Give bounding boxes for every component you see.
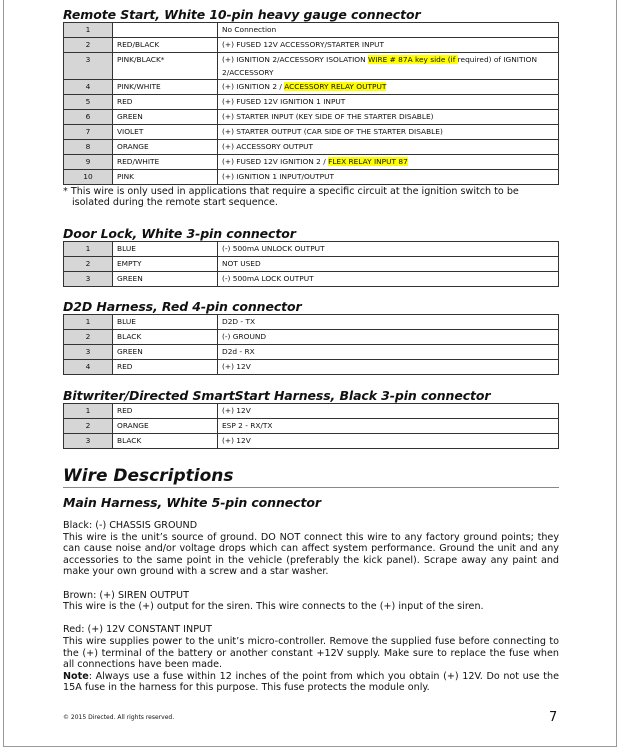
remote-start-section — [63, 8, 559, 208]
red-wire-text: This wire supplies power to the unit’s micro-controller. Remove the supplied fuse before connecting to the (+) terminal of the battery or another constant +12V supply. Make sure to replace the fuse when all connections have been made. — [63, 635, 559, 671]
wire-function — [218, 95, 559, 110]
brown-wire-heading: Brown: (+) SIREN OUTPUT — [63, 589, 189, 601]
table-row — [64, 53, 559, 80]
pin-number: 6 — [64, 110, 113, 125]
wire-function — [218, 155, 559, 170]
highlighted-text: ACCESSORY RELAY OUTPUT — [284, 82, 387, 91]
pin-number: 2 — [64, 330, 113, 345]
pinout-table — [63, 22, 559, 185]
table-row — [64, 419, 559, 434]
function-text: (+) FUSED 12V IGNITION 2 / — [222, 157, 329, 166]
wire-color: BLACK — [113, 434, 218, 449]
function-text: (-) GROUND — [222, 332, 267, 341]
wire-function — [218, 140, 559, 155]
table-row — [64, 315, 559, 330]
pinout-table — [63, 403, 559, 449]
page-number: 7 — [549, 710, 558, 725]
pin-number: 10 — [64, 170, 113, 185]
wire-color: RED — [113, 404, 218, 419]
wire-function — [218, 53, 559, 80]
function-text: (+) 12V — [222, 406, 251, 415]
pinout-table — [63, 241, 559, 287]
pin-number: 2 — [64, 38, 113, 53]
function-text: required) of IGNITION 2/ACCESSORY — [222, 55, 537, 77]
wire-function — [218, 345, 559, 360]
pin-number: 9 — [64, 155, 113, 170]
table-row — [64, 23, 559, 38]
function-text: (+) STARTER OUTPUT (CAR SIDE OF THE STARTER DISABLE) — [222, 127, 443, 136]
pin-number: 1 — [64, 23, 113, 38]
function-text: (+) FUSED 12V IGNITION 1 INPUT — [222, 97, 346, 106]
wire-color: BLUE — [113, 315, 218, 330]
copyright: © 2015 Directed. All rights reserved. — [63, 714, 175, 721]
table-row — [64, 38, 559, 53]
d2d-section — [63, 300, 559, 375]
wire-color: RED — [113, 95, 218, 110]
wire-descriptions-section — [63, 467, 559, 694]
function-text: (+) STARTER INPUT (KEY SIDE OF THE STARTER DISABLE) — [222, 112, 434, 121]
wire-function — [218, 257, 559, 272]
table-row — [64, 330, 559, 345]
wire-function — [218, 242, 559, 257]
function-text: NOT USED — [222, 259, 261, 268]
wire-function — [218, 434, 559, 449]
table-row — [64, 404, 559, 419]
wire-color: RED/WHITE — [113, 155, 218, 170]
wire-function — [218, 404, 559, 419]
wire-color: PINK/BLACK* — [113, 53, 218, 80]
wire-function — [218, 110, 559, 125]
wire-color: PINK — [113, 170, 218, 185]
wire-color: RED/BLACK — [113, 38, 218, 53]
highlighted-text: WIRE # 87A key side (if — [368, 55, 458, 64]
wire-color: ORANGE — [113, 140, 218, 155]
pin-number: 4 — [64, 80, 113, 95]
pin-number: 8 — [64, 140, 113, 155]
wire-color: BLACK — [113, 330, 218, 345]
function-text: No Connection — [222, 25, 277, 34]
main-harness-heading: Main Harness, White 5-pin connector — [63, 495, 321, 510]
black-wire-heading: Black: (-) CHASSIS GROUND — [63, 520, 198, 531]
wire-color: GREEN — [113, 345, 218, 360]
table-row — [64, 155, 559, 170]
wire-color — [113, 23, 218, 38]
function-text: (+) IGNITION 2 / — [222, 82, 285, 91]
wire-color: GREEN — [113, 272, 218, 287]
pin-number: 1 — [64, 242, 113, 257]
table-row — [64, 140, 559, 155]
wire-color: BLUE — [113, 242, 218, 257]
red-wire-heading: Red: (+) 12V CONSTANT INPUT — [63, 624, 212, 636]
pin-number: 3 — [64, 345, 113, 360]
table-row — [64, 80, 559, 95]
door-lock-section — [63, 227, 559, 287]
brown-wire-text: This wire is the (+) output for the siren. This wire connects to the (+) input of the siren. — [63, 601, 484, 613]
table-row — [64, 257, 559, 272]
pin-number: 3 — [64, 53, 113, 80]
wire-function — [218, 125, 559, 140]
pin-number: 5 — [64, 95, 113, 110]
table-row — [64, 434, 559, 449]
table-row — [64, 242, 559, 257]
function-text: (+) IGNITION 1 INPUT/OUTPUT — [222, 172, 335, 181]
function-text: (+) IGNITION 2/ACCESSORY ISOLATION — [222, 55, 368, 64]
pin-number: 3 — [64, 434, 113, 449]
wire-color: EMPTY — [113, 257, 218, 272]
wire-color: ORANGE — [113, 419, 218, 434]
bitwriter-section — [63, 389, 559, 449]
section-heading: Bitwriter/Directed SmartStart Harness, Black 3-pin connector — [63, 388, 491, 403]
black-wire-text: This wire is the unit’s source of ground. DO NOT connect this wire to any factory ground points; they can cause noise and/or voltage drops which can affect system performance. Ground the unit and any accessories to the same point in the vehicle (preferably the kick panel). Scrape away any paint and make your own ground with a screw and a star washer. — [63, 531, 559, 578]
table-row — [64, 125, 559, 140]
function-text: D2D - TX — [222, 317, 256, 326]
function-text: D2d - RX — [222, 347, 255, 356]
wire-function — [218, 419, 559, 434]
wire-function — [218, 170, 559, 185]
wire-function — [218, 272, 559, 287]
note-label: Note — [63, 670, 89, 682]
pin-number: 1 — [64, 404, 113, 419]
wire-color: PINK/WHITE — [113, 80, 218, 95]
pin-number: 7 — [64, 125, 113, 140]
note-paragraph — [63, 671, 559, 694]
wire-color: VIOLET — [113, 125, 218, 140]
wire-function — [218, 315, 559, 330]
wire-color: RED — [113, 360, 218, 375]
table-row — [64, 272, 559, 287]
table-row — [64, 110, 559, 125]
section-heading: D2D Harness, Red 4-pin connector — [63, 299, 302, 314]
wire-function — [218, 38, 559, 53]
note-text: : Always use a fuse within 12 inches of the point from which you obtain (+) 12V. Do not use the 15A fuse in the harness for this purpose. This fuse protects the module only. — [63, 670, 559, 694]
pin-number: 2 — [64, 257, 113, 272]
function-text: (-) 500mA LOCK OUTPUT — [222, 274, 314, 283]
wire-descriptions-title: Wire Descriptions — [63, 467, 559, 488]
table-row — [64, 95, 559, 110]
highlighted-text: FLEX RELAY INPUT 87 — [328, 157, 408, 166]
pin-number: 2 — [64, 419, 113, 434]
section-heading: Remote Start, White 10-pin heavy gauge connector — [63, 7, 421, 22]
wire-function — [218, 23, 559, 38]
footnote: * This wire is only used in applications that require a specific circuit at the ignition switch to be isolated during the remote start sequence. — [63, 186, 519, 208]
wire-function — [218, 80, 559, 95]
wire-color: GREEN — [113, 110, 218, 125]
wire-function — [218, 330, 559, 345]
table-row — [64, 345, 559, 360]
function-text: (+) ACCESSORY OUTPUT — [222, 142, 314, 151]
function-text: (+) 12V — [222, 362, 251, 371]
function-text: (+) 12V — [222, 436, 251, 445]
pin-number: 3 — [64, 272, 113, 287]
table-row — [64, 360, 559, 375]
section-heading: Door Lock, White 3-pin connector — [63, 226, 296, 241]
function-text: (+) FUSED 12V ACCESSORY/STARTER INPUT — [222, 40, 385, 49]
table-row — [64, 170, 559, 185]
pin-number: 1 — [64, 315, 113, 330]
pin-number: 4 — [64, 360, 113, 375]
function-text: ESP 2 - RX/TX — [222, 421, 273, 430]
function-text: (-) 500mA UNLOCK OUTPUT — [222, 244, 325, 253]
pinout-table — [63, 314, 559, 375]
wire-function — [218, 360, 559, 375]
